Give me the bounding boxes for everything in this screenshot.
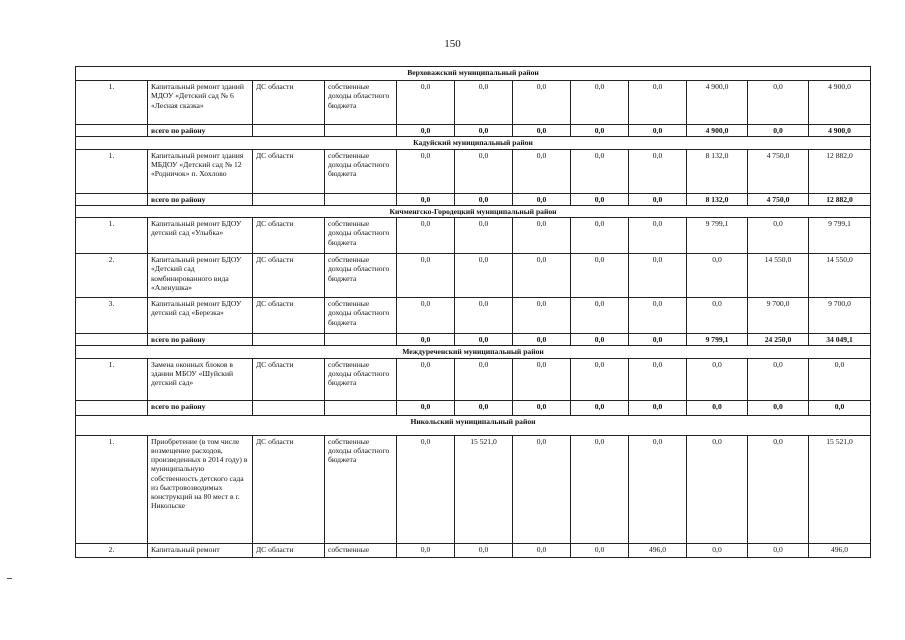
margin-mark [7, 578, 12, 579]
total-amount-cell: 0,0 [397, 193, 455, 205]
section-title: Кадуйский муниципальный район [76, 137, 871, 149]
customer: ДС области [253, 218, 325, 254]
total-label: всего по району [148, 125, 253, 137]
total-number-cell [76, 125, 148, 137]
total-empty-cell [253, 334, 325, 346]
total-amount-cell: 0,0 [687, 400, 748, 415]
amount-cell: 9 700,0 [748, 298, 809, 334]
total-amount-cell: 12 882,0 [809, 193, 871, 205]
customer: ДС области [253, 298, 325, 334]
section-header-row [76, 205, 871, 217]
total-amount-cell: 0,0 [748, 400, 809, 415]
total-amount-cell: 0,0 [513, 334, 571, 346]
amount-cell: 0,0 [455, 298, 513, 334]
amount-cell: 12 882,0 [809, 149, 871, 193]
amount-cell: 0,0 [687, 298, 748, 334]
amount-cell: 0,0 [629, 298, 687, 334]
amount-cell: 0,0 [513, 543, 571, 557]
total-amount-cell: 34 049,1 [809, 334, 871, 346]
customer: ДС области [253, 149, 325, 193]
row-number: 3. [76, 298, 148, 334]
amount-cell: 0,0 [571, 435, 629, 543]
amount-cell: 0,0 [397, 298, 455, 334]
amount-cell: 0,0 [748, 358, 809, 400]
amount-cell: 0,0 [748, 218, 809, 254]
total-number-cell [76, 334, 148, 346]
table-row [76, 543, 871, 557]
amount-cell: 0,0 [571, 543, 629, 557]
section-header-row [76, 415, 871, 435]
amount-cell: 0,0 [571, 81, 629, 125]
total-amount-cell: 0,0 [629, 400, 687, 415]
section-title: Кичменгско-Городецкий муниципальный район [76, 205, 871, 217]
row-number: 1. [76, 435, 148, 543]
amount-cell: 0,0 [397, 254, 455, 298]
table-row [76, 298, 871, 334]
amount-cell: 0,0 [455, 218, 513, 254]
object-name: Капитальный ремонт БДОУ «Детский сад комбинированного вида «Аленушка» [148, 254, 253, 298]
amount-cell: 0,0 [513, 218, 571, 254]
amount-cell: 14 550,0 [748, 254, 809, 298]
total-amount-cell: 0,0 [748, 125, 809, 137]
amount-cell: 8 132,0 [687, 149, 748, 193]
section-title: Междуреченский муниципальный район [76, 346, 871, 358]
amount-cell: 4 900,0 [687, 81, 748, 125]
amount-cell: 0,0 [513, 149, 571, 193]
row-number: 1. [76, 218, 148, 254]
amount-cell: 0,0 [571, 358, 629, 400]
total-number-cell [76, 193, 148, 205]
amount-cell: 0,0 [455, 81, 513, 125]
amount-cell: 0,0 [455, 149, 513, 193]
row-number: 2. [76, 543, 148, 557]
total-label: всего по району [148, 334, 253, 346]
amount-cell: 0,0 [513, 435, 571, 543]
total-empty-cell [325, 400, 397, 415]
customer: ДС области [253, 543, 325, 557]
funding-source: собственные доходы областного бюджета [325, 149, 397, 193]
total-number-cell [76, 400, 148, 415]
total-amount-cell: 9 799,1 [687, 334, 748, 346]
total-amount-cell: 0,0 [397, 334, 455, 346]
amount-cell: 496,0 [809, 543, 871, 557]
amount-cell: 0,0 [455, 254, 513, 298]
total-amount-cell: 0,0 [455, 125, 513, 137]
district-total-row [76, 193, 871, 205]
amount-cell: 0,0 [629, 149, 687, 193]
total-amount-cell: 0,0 [629, 125, 687, 137]
object-name: Капитальный ремонт зданий МДОУ «Детский сад № 6 «Лесная сказка» [148, 81, 253, 125]
amount-cell: 0,0 [629, 218, 687, 254]
amount-cell: 0,0 [748, 81, 809, 125]
table-row [76, 149, 871, 193]
amount-cell: 0,0 [397, 543, 455, 557]
amount-cell: 15 521,0 [809, 435, 871, 543]
amount-cell: 0,0 [748, 543, 809, 557]
total-empty-cell [253, 125, 325, 137]
customer: ДС области [253, 81, 325, 125]
funding-source: собственные доходы областного бюджета [325, 435, 397, 543]
amount-cell: 0,0 [455, 358, 513, 400]
table-row [76, 218, 871, 254]
amount-cell: 0,0 [748, 435, 809, 543]
section-header-row [76, 346, 871, 358]
total-amount-cell: 0,0 [455, 334, 513, 346]
amount-cell: 0,0 [809, 358, 871, 400]
total-amount-cell: 0,0 [513, 400, 571, 415]
amount-cell: 0,0 [397, 435, 455, 543]
total-empty-cell [325, 125, 397, 137]
customer: ДС области [253, 435, 325, 543]
amount-cell: 0,0 [513, 81, 571, 125]
amount-cell: 14 550,0 [809, 254, 871, 298]
total-amount-cell: 0,0 [809, 400, 871, 415]
funding-source: собственные доходы областного бюджета [325, 81, 397, 125]
table-row [76, 435, 871, 543]
row-number: 1. [76, 81, 148, 125]
total-amount-cell: 4 900,0 [809, 125, 871, 137]
section-title: Верховажский муниципальный район [76, 67, 871, 81]
total-amount-cell: 0,0 [397, 125, 455, 137]
total-amount-cell: 0,0 [455, 400, 513, 415]
table-row [76, 81, 871, 125]
total-amount-cell: 24 250,0 [748, 334, 809, 346]
amount-cell: 0,0 [455, 543, 513, 557]
row-number: 1. [76, 149, 148, 193]
total-amount-cell: 0,0 [397, 400, 455, 415]
customer: ДС области [253, 358, 325, 400]
table-row [76, 358, 871, 400]
object-name: Капитальный ремонт БДОУ детский сад «Березка» [148, 298, 253, 334]
total-amount-cell: 0,0 [571, 125, 629, 137]
amount-cell: 0,0 [687, 543, 748, 557]
total-amount-cell: 0,0 [571, 400, 629, 415]
district-total-row [76, 125, 871, 137]
total-empty-cell [325, 334, 397, 346]
amount-cell: 0,0 [629, 254, 687, 298]
total-amount-cell: 0,0 [513, 125, 571, 137]
funding-source: собственные доходы областного бюджета [325, 254, 397, 298]
object-name: Капитальный ремонт [148, 543, 253, 557]
total-amount-cell: 0,0 [571, 334, 629, 346]
amount-cell: 15 521,0 [455, 435, 513, 543]
total-label: всего по району [148, 400, 253, 415]
row-number: 2. [76, 254, 148, 298]
amount-cell: 4 750,0 [748, 149, 809, 193]
amount-cell: 0,0 [513, 254, 571, 298]
funding-source: собственные доходы областного бюджета [325, 298, 397, 334]
total-label: всего по району [148, 193, 253, 205]
object-name: Капитальный ремонт здания МБДОУ «Детский сад № 12 «Родничок» п. Хохлово [148, 149, 253, 193]
total-amount-cell: 0,0 [513, 193, 571, 205]
row-number: 1. [76, 358, 148, 400]
amount-cell: 0,0 [513, 298, 571, 334]
amount-cell: 0,0 [687, 254, 748, 298]
amount-cell: 9 799,1 [809, 218, 871, 254]
amount-cell: 4 900,0 [809, 81, 871, 125]
district-total-row [76, 400, 871, 415]
funding-source: собственные доходы областного бюджета [325, 358, 397, 400]
total-empty-cell [325, 193, 397, 205]
funding-source: собственные доходы областного бюджета [325, 218, 397, 254]
amount-cell: 0,0 [397, 81, 455, 125]
total-amount-cell: 0,0 [629, 193, 687, 205]
table-row [76, 254, 871, 298]
total-amount-cell: 0,0 [455, 193, 513, 205]
object-name: Капитальный ремонт БДОУ детский сад «Улыбка» [148, 218, 253, 254]
object-name: Приобретение (в том числе возмещение расходов, произведенных в 2014 году) в муниципальную собственность детского сада из быстровозводимых конструкций на 80 мест в г. Никольске [148, 435, 253, 543]
amount-cell: 0,0 [629, 81, 687, 125]
total-empty-cell [253, 400, 325, 415]
section-header-row [76, 137, 871, 149]
funding-source: собственные [325, 543, 397, 557]
amount-cell: 0,0 [629, 435, 687, 543]
total-amount-cell: 0,0 [629, 334, 687, 346]
object-name: Замена оконных блоков в здании МБОУ «Шуйский детский сад» [148, 358, 253, 400]
amount-cell: 9 799,1 [687, 218, 748, 254]
amount-cell: 0,0 [687, 435, 748, 543]
amount-cell: 0,0 [629, 358, 687, 400]
amount-cell: 0,0 [687, 358, 748, 400]
total-empty-cell [253, 193, 325, 205]
page-number: 150 [444, 38, 461, 50]
amount-cell: 0,0 [397, 149, 455, 193]
district-total-row [76, 334, 871, 346]
total-amount-cell: 0,0 [571, 193, 629, 205]
customer: ДС области [253, 254, 325, 298]
amount-cell: 0,0 [571, 254, 629, 298]
amount-cell: 0,0 [571, 149, 629, 193]
amount-cell: 0,0 [571, 218, 629, 254]
total-amount-cell: 4 900,0 [687, 125, 748, 137]
amount-cell: 496,0 [629, 543, 687, 557]
section-header-row [76, 67, 871, 81]
total-amount-cell: 4 750,0 [748, 193, 809, 205]
section-title: Никольский муниципальный район [76, 415, 871, 435]
amount-cell: 0,0 [513, 358, 571, 400]
amount-cell: 0,0 [397, 218, 455, 254]
budget-table [75, 66, 871, 558]
amount-cell: 0,0 [571, 298, 629, 334]
total-amount-cell: 8 132,0 [687, 193, 748, 205]
amount-cell: 9 700,0 [809, 298, 871, 334]
amount-cell: 0,0 [397, 358, 455, 400]
